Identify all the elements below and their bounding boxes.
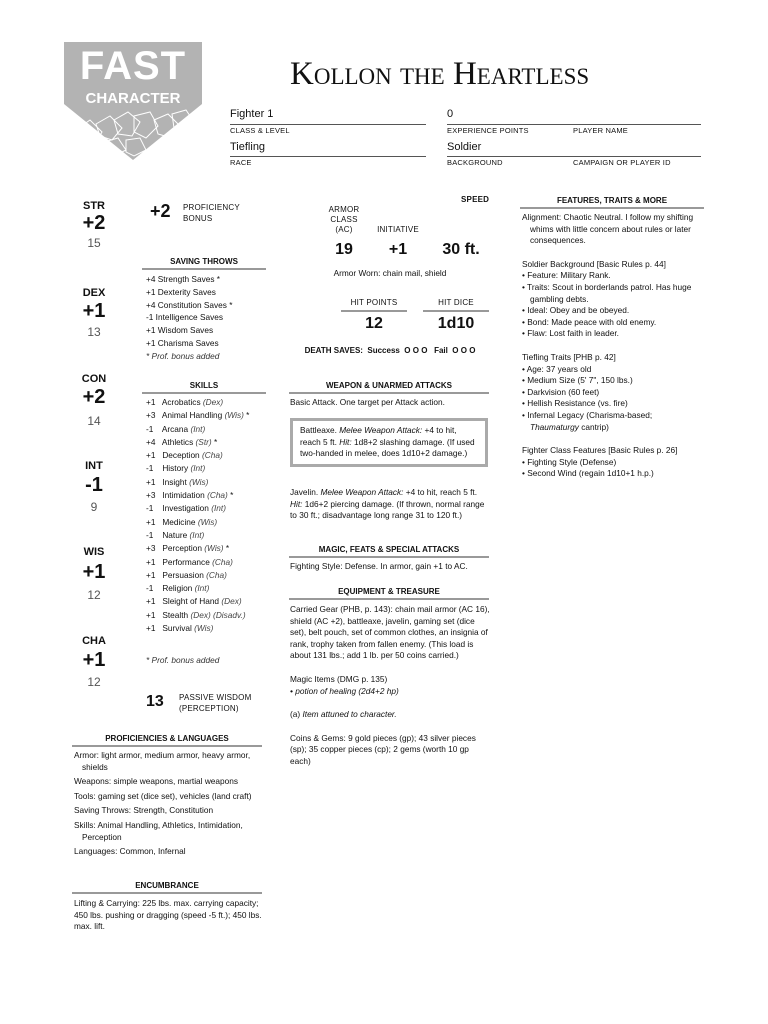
skill-bonus: -1 (146, 583, 154, 594)
ac-label-3: (AC) (335, 225, 353, 234)
soldier-bond: • Bond: Made peace with old enemy. (522, 316, 657, 327)
skill-row (146, 569, 249, 582)
battleaxe-box (290, 418, 488, 467)
skill-ability: (Dex) (221, 596, 242, 607)
thaumaturgy-text: Thaumaturgy (530, 421, 579, 432)
skill-row (146, 502, 249, 515)
character-name: Kollon the Heartless (290, 56, 590, 92)
initiative-value: +1 (388, 241, 408, 258)
saving-throws-title: SAVING THROWS (142, 257, 266, 270)
skill-bonus: +1 (146, 623, 156, 634)
tiefling-darkvision: • Darkvision (60 feet) (522, 386, 600, 397)
encumbrance-title: ENCUMBRANCE (72, 881, 262, 894)
battleaxe-tohit: +4 to hit, reach 5 ft. (300, 425, 457, 447)
fast-character-logo (64, 42, 202, 160)
equipment-title: EQUIPMENT & TREASURE (289, 587, 489, 600)
skill-prof-star: * (211, 436, 218, 447)
skill-bonus: +1 (146, 569, 156, 580)
ac-label-2: CLASS (330, 215, 358, 224)
attuned-note (290, 709, 490, 721)
logo-text-character: CHARACTER (85, 90, 181, 107)
skill-ability: (Wis) (204, 543, 224, 554)
skill-bonus: +3 (146, 410, 156, 421)
hit-points-value: 12 (365, 315, 383, 332)
skill-prof-star: * (243, 410, 250, 421)
soldier-traits: • Traits: Scout in borderlands patrol. Has huge gambling debts. (522, 281, 692, 304)
prof-weapons: Weapons: simple weapons, martial weapons (74, 776, 239, 787)
prof-tools: Tools: gaming set (dice set), vehicles (land craft) (74, 790, 252, 801)
skill-bonus: -1 (146, 529, 154, 540)
skill-name: Survival (162, 623, 192, 634)
skill-name: Arcana (161, 423, 189, 434)
skill-bonus: +3 (146, 490, 156, 501)
class-level-label: CLASS & LEVEL (230, 126, 290, 135)
prof-lang-body (74, 750, 262, 858)
save-str: +4 Strength Saves * (146, 274, 221, 284)
equipment-body (290, 604, 490, 768)
prof-skills: Skills: Animal Handling, Athletics, Intimidation, Perception (74, 819, 243, 842)
skill-ability: (Int) (190, 423, 206, 434)
soldier-flaw: • Flaw: Lost faith in leader. (522, 328, 619, 339)
skill-prof-star: * (227, 490, 234, 501)
proficiency-bonus-value: +2 (150, 201, 171, 221)
encumbrance-text: Lifting & Carrying: 225 lbs. max. carrying capacity; 450 lbs. pushing or dragging (speed -5 ft.); 450 lbs. max. lift. (74, 898, 262, 932)
skill-bonus: +4 (146, 436, 156, 447)
logo-text-fast: FAST (79, 44, 187, 88)
features-body (522, 212, 704, 480)
save-cha: +1 Charisma Saves (146, 337, 219, 348)
skill-name: Medicine (162, 516, 196, 527)
armor-worn: Armor Worn: chain mail, shield (333, 268, 447, 278)
battleaxe-damage: 1d8+2 slashing damage. (If used two-handed in melee, does 1d10+2 damage.) (300, 436, 475, 459)
hit-dice-value: 1d10 (437, 315, 475, 332)
skill-bonus: +1 (146, 516, 156, 527)
magic-text: Fighting Style: Defense. In armor, gain +1 to AC. (290, 561, 468, 571)
skill-row (146, 489, 249, 502)
javelin-type: Melee Weapon Attack: (320, 487, 404, 497)
skill-name: Nature (162, 529, 188, 540)
skill-ability: (Int) (194, 583, 210, 594)
skill-name: Performance (162, 556, 210, 567)
skill-row (146, 582, 249, 595)
skill-row (146, 516, 249, 529)
save-con: +4 Constitution Saves * (146, 299, 233, 310)
proficiency-label-2: BONUS (183, 214, 213, 223)
death-saves: DEATH SAVES: Success O O O Fail O O O (304, 346, 476, 355)
soldier-ideal: • Ideal: Obey and be obeyed. (522, 305, 630, 316)
passive-wisdom-value: 13 (146, 693, 164, 710)
skill-row (146, 409, 249, 422)
campaign-label: CAMPAIGN OR PLAYER ID (573, 158, 671, 167)
background-value: Soldier (447, 141, 482, 153)
prof-languages: Languages: Common, Infernal (74, 846, 186, 857)
skill-bonus: -1 (146, 423, 154, 434)
skill-prof-star: * (223, 543, 230, 554)
xp-value: 0 (447, 108, 454, 120)
saving-throws-list (146, 273, 232, 363)
skills-list (146, 396, 249, 635)
skill-ability: (Cha) (202, 450, 223, 461)
hit-dice-label: HIT DICE (438, 298, 474, 307)
skill-ability: (Int) (189, 529, 205, 540)
proficiency-label-1: PROFICIENCY (183, 203, 240, 212)
player-name-label: PLAYER NAME (573, 126, 628, 135)
skill-ability: (Str) (195, 436, 212, 447)
magic-title: MAGIC, FEATS & SPECIAL ATTACKS (289, 545, 489, 558)
race-label: RACE (230, 158, 252, 167)
skill-bonus: -1 (146, 503, 154, 514)
save-note: * Prof. bonus added (146, 350, 220, 361)
skill-row (146, 396, 249, 409)
attuned-prefix: (a) (290, 709, 301, 720)
tiefling-size: • Medium Size (5' 7", 150 lbs.) (522, 375, 633, 386)
skill-name: Acrobatics (161, 397, 201, 407)
javelin-tohit: +4 to hit, reach 5 ft. (405, 487, 478, 497)
skill-bonus: -1 (146, 463, 154, 474)
save-dex: +1 Dexterity Saves (146, 286, 216, 297)
soldier-feature: • Feature: Military Rank. (522, 270, 611, 281)
prof-armor: Armor: light armor, medium armor, heavy armor, shields (74, 750, 251, 772)
tiefling-resistance: • Hellish Resistance (vs. fire) (522, 398, 628, 409)
skills-title: SKILLS (142, 381, 266, 394)
magic-items-title: Magic Items (DMG p. 135) (290, 673, 388, 684)
attacks-title: WEAPON & UNARMED ATTACKS (289, 381, 489, 394)
xp-label: EXPERIENCE POINTS (447, 126, 529, 135)
skill-ability: (Int) (190, 463, 206, 474)
javelin-hit: Hit: (290, 498, 303, 509)
battleaxe-hit: Hit: (339, 436, 352, 447)
skill-bonus: +1 (146, 397, 156, 407)
javelin-name: Javelin. (290, 487, 319, 497)
ac-label-1: ARMOR (328, 205, 360, 214)
skill-name: Athletics (161, 436, 194, 447)
alignment: Alignment: Chaotic Neutral. I follow my shifting whims with little concern about rules or later consequences. (522, 212, 694, 246)
skill-row (146, 423, 249, 436)
skill-row (146, 529, 249, 542)
tiefling-cantrip (522, 422, 704, 434)
fighter-title: Fighter Class Features [Basic Rules p. 26] (522, 445, 678, 456)
skill-row (146, 609, 249, 622)
save-wis: +1 Wisdom Saves (146, 325, 214, 336)
tiefling-legacy: • Infernal Legacy (Charisma-based; (522, 409, 653, 420)
skill-bonus: +3 (146, 543, 156, 554)
skill-row (146, 436, 249, 449)
skill-name: Animal Handling (161, 410, 223, 421)
class-level-value: Fighter 1 (230, 108, 274, 120)
battleaxe-type: Melee Weapon Attack: (339, 425, 423, 435)
skill-ability: (Int) (211, 503, 226, 514)
coins-gems: Coins & Gems: 9 gold pieces (gp); 43 silver pieces (sp); 35 copper pieces (cp); 2 gems (worth 10 gp each) (290, 732, 476, 766)
skill-name: Deception (162, 450, 200, 461)
save-int: -1 Intelligence Saves (146, 312, 224, 323)
tiefling-age: • Age: 37 years old (522, 363, 592, 374)
skill-row (146, 556, 249, 569)
skill-name: Sleight of Hand (162, 596, 220, 607)
skill-row (146, 476, 249, 489)
skill-ability: (Dex) (202, 397, 224, 407)
skill-bonus: +1 (146, 450, 156, 461)
skill-row (146, 449, 249, 462)
skill-name: History (162, 463, 189, 474)
initiative-label: INITIATIVE (377, 225, 419, 234)
skill-row (146, 542, 249, 555)
skill-name: Perception (162, 543, 202, 554)
prof-saves: Saving Throws: Strength, Constitution (74, 805, 214, 816)
skill-ability: (Cha) (207, 490, 228, 501)
attuned-text: Item attuned to character. (302, 709, 397, 720)
background-label: BACKGROUND (447, 158, 503, 167)
skill-bonus: +1 (146, 609, 156, 620)
skill-ability: (Cha) (206, 569, 227, 580)
skill-name: Investigation (162, 503, 209, 514)
features-title: FEATURES, TRAITS & MORE (520, 196, 704, 209)
skill-ability: (Cha) (212, 556, 233, 567)
cantrip-text: cantrip) (578, 421, 609, 432)
skill-row (146, 622, 249, 635)
basic-attack: Basic Attack. One target per Attack action. (290, 397, 445, 407)
passive-label-2: (PERCEPTION) (179, 704, 239, 713)
tiefling-title: Tiefling Traits [PHB p. 42] (522, 351, 616, 362)
skills-note: * Prof. bonus added (146, 655, 220, 665)
skill-bonus: +1 (146, 596, 156, 607)
javelin-damage: 1d6+2 piercing damage. (If thrown, normal range to 30 ft.; disadvantage long range 31 to 120 ft.) (290, 498, 485, 521)
fighter-second-wind: • Second Wind (regain 1d10+1 h.p.) (522, 468, 654, 479)
hit-points-label: HIT POINTS (350, 298, 398, 307)
skill-ability: (Dex) (Disadv.) (190, 609, 246, 620)
soldier-title: Soldier Background [Basic Rules p. 44] (522, 258, 666, 269)
passive-label-1: PASSIVE WISDOM (179, 693, 252, 702)
ac-value: 19 (335, 241, 353, 258)
carried-gear: Carried Gear (PHB, p. 143): chain mail armor (AC 16), shield (AC +2), battleaxe, javelin, gaming set (dice set), belt pouch, set of common clothes, an insignia of rank, trophy taken from fallen enemy. (This load is about 131 lbs.; add 1 lb. per 50 coins carried.) (290, 604, 490, 661)
skill-name: Persuasion (162, 569, 204, 580)
skill-name: Stealth (162, 609, 189, 620)
skill-name: Intimidation (162, 490, 205, 501)
skill-name: Insight (162, 476, 187, 487)
javelin-attack (290, 487, 490, 522)
skill-ability: (Wis) (197, 516, 218, 527)
skill-row (146, 595, 249, 608)
speed-value: 30 ft. (442, 241, 480, 258)
speed-label: SPEED (461, 195, 490, 204)
race-value: Tiefling (230, 141, 266, 153)
skill-row (146, 462, 249, 475)
skill-ability: (Wis) (194, 623, 214, 634)
prof-lang-title: PROFICIENCIES & LANGUAGES (72, 734, 262, 747)
fighter-style: • Fighting Style (Defense) (522, 456, 617, 467)
battleaxe-name: Battleaxe. (300, 425, 337, 435)
skill-ability: (Wis) (189, 476, 209, 487)
skill-bonus: +1 (146, 556, 156, 567)
skill-name: Religion (162, 583, 193, 594)
skill-ability: (Wis) (224, 410, 244, 421)
magic-item-potion: • potion of healing (2d4+2 hp) (290, 685, 399, 696)
skill-bonus: +1 (146, 476, 156, 487)
